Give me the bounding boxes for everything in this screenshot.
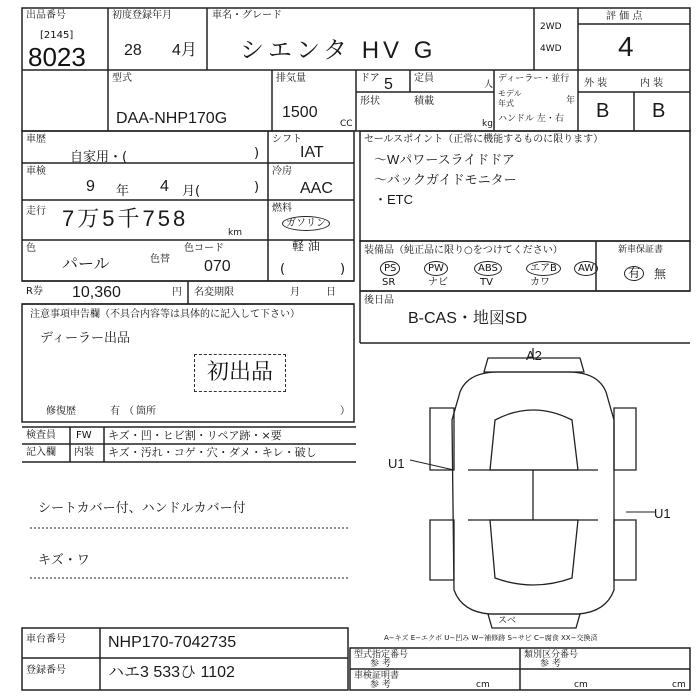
dealer-handle: ハンドル 左・右 <box>498 114 564 124</box>
mileage-label: 走行 <box>26 206 46 217</box>
notes-value: ディーラー出品 <box>40 330 130 345</box>
recycle-label: R券 <box>26 286 43 297</box>
class-number-sub: 参 考 <box>540 659 561 669</box>
first-listing-stamp: 初出品 <box>194 354 286 392</box>
color-code: 070 <box>204 258 231 275</box>
cert-label: 車検証明書 <box>354 671 400 681</box>
equip-leather: カワ <box>530 277 550 288</box>
cert-sub: 参 考 <box>370 680 391 690</box>
remarks-line2: キズ・ワ <box>38 552 90 567</box>
doors-label: ドア <box>360 73 380 84</box>
color-label: 色 <box>26 243 36 254</box>
dealer-model: モデル <box>498 89 522 98</box>
sales-item-3: ・ETC <box>374 192 414 207</box>
fw-text: キズ・凹・ヒビ割・リペア跡・×要 <box>108 429 282 442</box>
diagram-mark-left: U1 <box>388 456 405 471</box>
mileage-unit: km <box>228 228 242 238</box>
score-exterior-label: 外 装 <box>584 78 608 89</box>
diagram-mark-top: A2 <box>526 348 542 363</box>
history-label: 車歴 <box>26 134 46 145</box>
equip-navi: ナビ <box>428 277 448 288</box>
equip-ps: PS <box>380 261 400 276</box>
fuel-paren-open: ( <box>280 262 286 277</box>
repair-paren-close: ） <box>340 406 350 417</box>
aircon-value: AAC <box>300 180 333 197</box>
fw-tag: FW <box>76 430 92 441</box>
repair-place: 箇所 <box>136 406 156 417</box>
repair-paren: （ <box>124 406 134 417</box>
equipment-label: 装備品（純正品に限り○をつけてください） <box>364 245 563 256</box>
warranty-no: 無 <box>654 267 667 281</box>
car-body-diagram <box>410 348 656 628</box>
shape-label: 形状 <box>360 96 380 107</box>
chassis-label: 車台番号 <box>26 634 66 645</box>
sales-item-2: 〜バックガイドモニター <box>374 172 517 187</box>
first-reg-month: 4月 <box>172 42 197 59</box>
type-designation-label: 型式指定番号 <box>354 650 409 660</box>
load-unit: kg <box>482 119 493 129</box>
inspector-label: 検査員 <box>26 430 56 441</box>
diagram-mark-bottom: スベ <box>498 616 517 626</box>
notes-label: 注意事項申告欄（不具合内容等は具体的に記入して下さい） <box>30 309 300 320</box>
fuel-label: 燃料 <box>272 203 292 214</box>
capacity-unit: 人 <box>484 80 494 90</box>
registration-label: 登録番号 <box>26 665 66 676</box>
car-name: シエンタ HV G <box>240 37 437 64</box>
chassis-value: NHP170-7042735 <box>108 634 237 651</box>
inspection-year-unit: 年 <box>116 184 130 199</box>
cert-unit-2: cm <box>574 680 588 690</box>
lot-label: 出品番号 <box>26 10 66 21</box>
fuel-gasoline: ガソリン <box>282 216 330 231</box>
repair-label: 修復歴 <box>46 406 76 417</box>
drive-2wd: 2WD <box>540 22 562 32</box>
fuel-paren-close: ) <box>340 262 346 277</box>
lot-number: 8023 <box>28 42 86 72</box>
name-change-month: 月 <box>290 287 300 298</box>
inspection-label: 車検 <box>26 166 46 177</box>
inspection-close: ) <box>254 180 260 195</box>
repair-yes: 有 <box>110 406 120 417</box>
equip-sr: SR <box>382 277 396 288</box>
registration-value: ハエ3 533ひ 1102 <box>108 664 235 681</box>
history-value: 自家用・( <box>70 150 128 165</box>
score-interior-label: 内 装 <box>640 78 664 89</box>
inspection-year: 9 <box>86 178 95 195</box>
aftermarket-value: B-CAS・地図SD <box>408 310 528 327</box>
diagram-mark-right: U1 <box>654 506 671 521</box>
model-label: 型式 <box>112 73 132 84</box>
engine-label: 排気量 <box>276 73 306 84</box>
color-change-label: 色替 <box>150 254 170 265</box>
name-change-day: 日 <box>326 287 336 298</box>
aircon-label: 冷房 <box>272 166 292 177</box>
first-reg-label: 初度登録年月 <box>112 10 172 21</box>
name-change-label: 名変期限 <box>194 287 234 298</box>
score-interior: B <box>652 100 667 122</box>
remarks-line1: シートカバー付、ハンドルカバー付 <box>38 500 246 515</box>
score-exterior: B <box>596 100 611 122</box>
score-label: 評 価 点 <box>606 11 643 22</box>
engine-unit: CC <box>340 119 353 129</box>
score-value: 4 <box>618 31 635 62</box>
cert-unit-3: cm <box>672 680 686 690</box>
lot-sub: [2145] <box>40 30 74 41</box>
type-designation-sub: 参 考 <box>370 659 391 669</box>
equip-tv: TV <box>480 277 493 288</box>
recycle-value: 10,360 <box>72 284 121 301</box>
equip-pw: PW <box>424 261 448 276</box>
model-value: DAA-NHP170G <box>116 110 228 127</box>
capacity-label: 定員 <box>414 73 434 84</box>
color-value: パール <box>62 256 110 273</box>
sales-label: セールスポイント（正常に機能するものに限ります） <box>364 134 604 145</box>
load-label: 積載 <box>414 96 434 107</box>
equip-aw: AW <box>574 261 598 276</box>
first-reg-year: 28 <box>124 42 142 59</box>
warranty-label: 新車保証書 <box>618 245 664 255</box>
shift-value: IAT <box>300 144 324 161</box>
recycle-unit: 円 <box>172 287 182 298</box>
entry-label: 記入欄 <box>26 447 56 458</box>
mileage-value: 7万5千758 <box>62 206 189 231</box>
interior-text: キズ・汚れ・コゲ・穴・ダメ・キレ・破し <box>108 446 317 459</box>
engine-value: 1500 <box>282 104 318 121</box>
damage-legend: A−キズ E−エクボ U−凹み W−補修跡 S−サビ C−腐食 XX−交換済 <box>384 634 598 642</box>
shift-label: シフト <box>272 134 302 145</box>
equip-airbag: エアB <box>526 261 561 276</box>
history-close: ) <box>254 146 260 161</box>
equip-abs: ABS <box>474 261 502 276</box>
drive-4wd: 4WD <box>540 44 562 54</box>
doors-value: 5 <box>384 76 393 93</box>
inspection-month: 4 <box>160 178 169 195</box>
cert-unit-1: cm <box>476 680 490 690</box>
class-number-label: 類別区分番号 <box>524 650 579 660</box>
warranty-yes: 有 <box>624 266 644 281</box>
interior-tag: 内装 <box>74 447 94 458</box>
color-code-label: 色コード <box>184 243 224 254</box>
dealer-line1: ディーラー・並行 <box>498 74 570 84</box>
aftermarket-label: 後日品 <box>364 295 394 306</box>
dealer-year: 年式 <box>498 99 514 108</box>
car-label: 車名・グレード <box>212 10 282 21</box>
inspection-month-unit: 月( <box>182 184 201 199</box>
fuel-diesel: 軽 油 <box>292 239 320 253</box>
dealer-year-unit: 年 <box>566 96 576 106</box>
sales-item-1: 〜Wパワースライドドア <box>374 152 515 167</box>
